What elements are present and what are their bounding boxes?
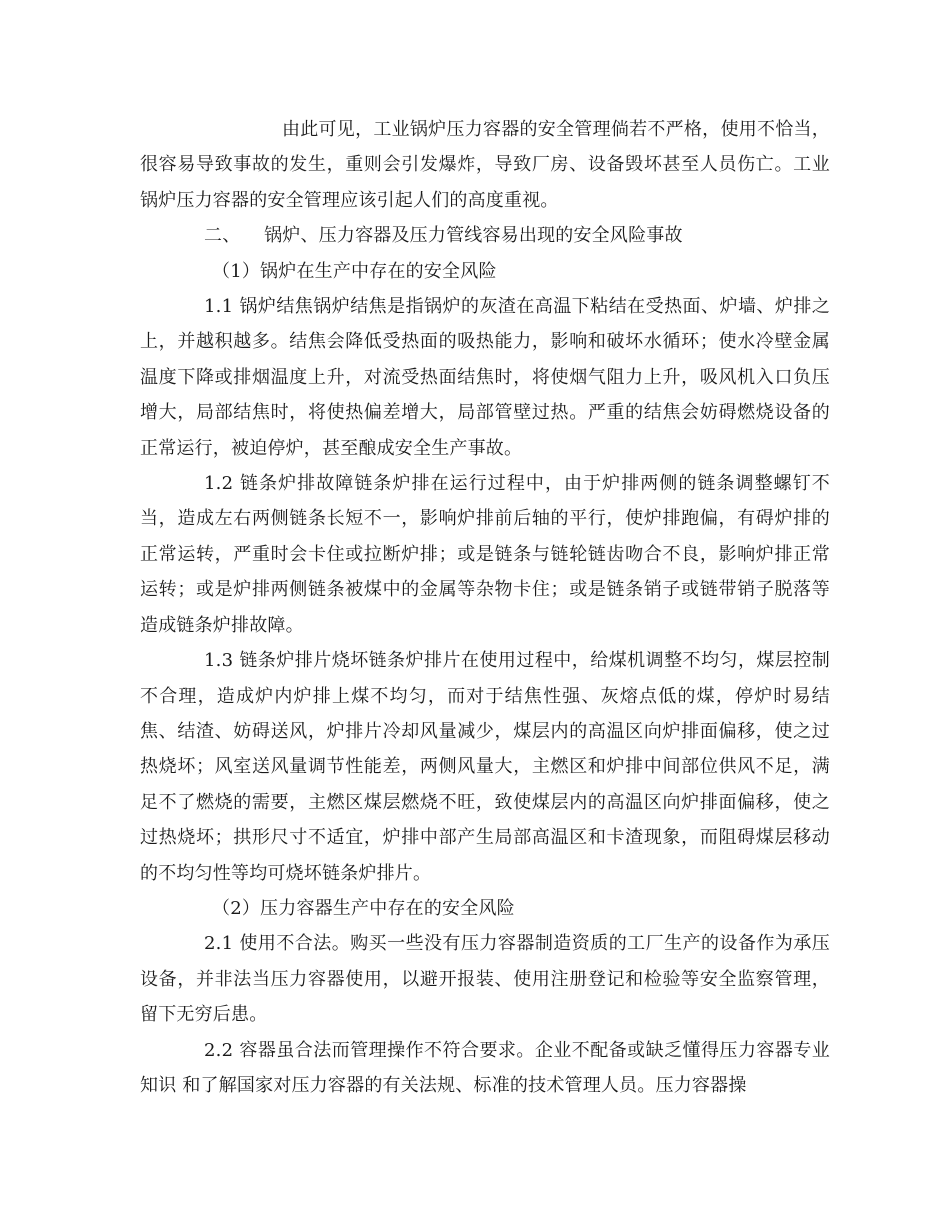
body-paragraph: 1.1 锅炉结焦锅炉结焦是指锅炉的灰渣在高温下粘结在受热面、炉墙、炉排之上，并越积越多。结焦会降低受热面的吸热能力，影响和破坏水循环；使水冷壁金属温度下降或排烟温度上升，对流受热面结焦时，将使烟气阻力上升，吸风机入口负压增大，局部结焦时，将使热偏差增大，局部管壁过热。严重的结焦会妨碍燃烧设备的正常运行，被迫停炉，甚至酿成安全生产事故。	[140, 296, 830, 459]
section-heading: 二、 锅炉、压力容器及压力管线容易出现的安全风险事故	[204, 225, 683, 247]
document-page	[140, 112, 830, 1103]
body-paragraph: 2.2 容器虽合法而管理操作不符合要求。企业不配备或缺乏懂得压力容器专业知识 和了解国家对压力容器的有关法规、标准的技术管理人员。压力容器操	[140, 1039, 830, 1096]
subsection-heading: （1）锅炉在生产中存在的安全风险	[212, 260, 497, 282]
body-paragraph: 1.2 链条炉排故障链条炉排在运行过程中，由于炉排两侧的链条调整螺钉不当，造成左右两侧链条长短不一，影响炉排前后轴的平行，使炉排跑偏，有碍炉排的正常运转，严重时会卡住或拉断炉排；或是链条与链轮链齿吻合不良，影响炉排正常运转；或是炉排两侧链条被煤中的金属等杂物卡住；或是链条销子或链带销子脱落等造成链条炉排故障。	[140, 473, 830, 636]
body-paragraph: 2.1 使用不合法。购买一些没有压力容器制造资质的工厂生产的设备作为承压设备，并非法当压力容器使用，以避开报装、使用注册登记和检验等安全监察管理，留下无穷后患。	[140, 933, 830, 1026]
body-paragraph: 由此可见，工业锅炉压力容器的安全管理倘若不严格，使用不恰当，很容易导致事故的发生，重则会引发爆炸，导致厂房、设备毁坏甚至人员伤亡。工业锅炉压力容器的安全管理应该引起人们的高度重视。	[140, 119, 830, 211]
body-paragraph: 1.3 链条炉排片烧坏链条炉排片在使用过程中，给煤机调整不均匀，煤层控制不合理，造成炉内炉排上煤不均匀，而对于结焦性强、灰熔点低的煤，停炉时易结焦、结渣、妨碍送风，炉排片冷却风量减少，煤层内的高温区向炉排面偏移，使之过热烧坏；风室送风量调节性能差，两侧风量大，主燃区和炉排中间部位供风不足，满足不了燃烧的需要，主燃区煤层燃烧不旺，致使煤层内的高温区向炉排面偏移，使之过热烧坏；拱形尺寸不适宜，炉排中部产生局部高温区和卡渣现象，而阻碍煤层移动的不均匀性等均可烧坏链条炉排片。	[140, 650, 830, 884]
subsection-heading: （2）压力容器生产中存在的安全风险	[212, 897, 515, 919]
